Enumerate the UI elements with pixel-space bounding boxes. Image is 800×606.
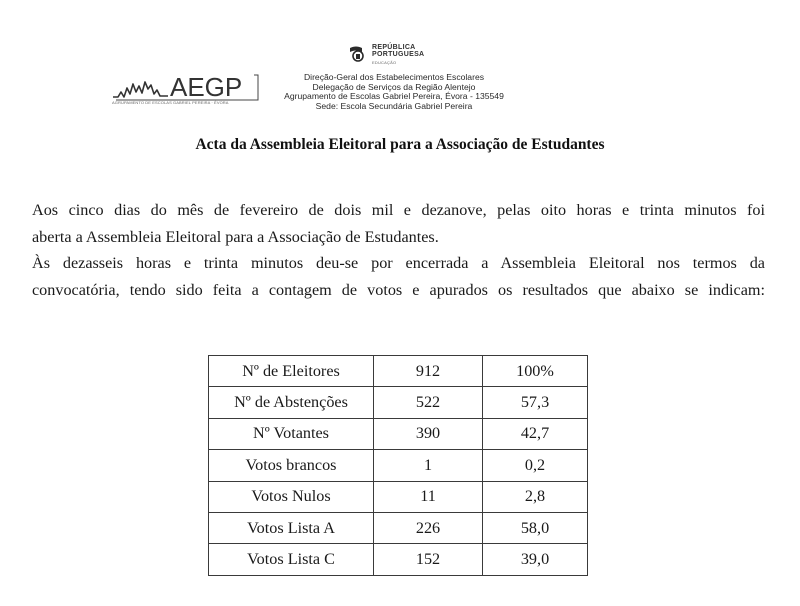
school-logo: [112, 72, 260, 106]
table-row: [209, 450, 588, 481]
gov-line-republica: REPÚBLICA: [372, 44, 416, 51]
table-row: [209, 418, 588, 449]
row-label: Votos Nulos: [209, 481, 374, 512]
institution-line-3: Agrupamento de Escolas Gabriel Pereira, Évora - 135549: [284, 91, 504, 102]
table-row: [209, 512, 588, 543]
row-percent: 57,3: [483, 387, 588, 418]
institution-block: [262, 73, 526, 111]
row-label: Votos brancos: [209, 450, 374, 481]
row-label: Nº de Eleitores: [209, 356, 374, 387]
row-count: 1: [374, 450, 483, 481]
row-count: 390: [374, 418, 483, 449]
portuguese-republic-emblem-icon: [348, 44, 368, 64]
row-percent: 2,8: [483, 481, 588, 512]
row-percent: 100%: [483, 356, 588, 387]
row-percent: 39,0: [483, 544, 588, 575]
institution-line-2: Delegação de Serviços da Região Alentejo: [312, 81, 476, 92]
row-count: 522: [374, 387, 483, 418]
row-count: 912: [374, 356, 483, 387]
table-row: [209, 544, 588, 575]
government-logo: [348, 44, 424, 66]
row-label: Nº de Abstenções: [209, 387, 374, 418]
row-count: 226: [374, 512, 483, 543]
body-line-3: Às dezasseis horas e trinta minutos deu-se por encerrada a Assembleia Eleitoral nos termos da: [32, 254, 765, 272]
row-count: 152: [374, 544, 483, 575]
row-percent: 58,0: [483, 512, 588, 543]
school-logo-letters: AEGP: [170, 72, 243, 102]
school-logo-caption: AGRUPAMENTO DE ESCOLAS GABRIEL PEREIRA · ÉVORA: [112, 100, 229, 105]
row-percent: 0,2: [483, 450, 588, 481]
row-label: Votos Lista A: [209, 512, 374, 543]
body-line-2: aberta a Assembleia Eleitoral para a Associação de Estudantes.: [32, 227, 439, 246]
government-name: [372, 44, 424, 66]
gov-line-educacao: EDUCAÇÃO: [372, 60, 397, 65]
table-row: [209, 481, 588, 512]
table-row: [209, 356, 588, 387]
row-percent: 42,7: [483, 418, 588, 449]
row-label: Votos Lista C: [209, 544, 374, 575]
institution-line-1: Direção-Geral dos Estabelecimentos Escolares: [303, 72, 485, 82]
body-line-4: convocatória, tendo sido feita a contagem de votos e apurados os resultados que abaixo se indicam:: [32, 280, 765, 299]
document-body: [32, 197, 765, 303]
gov-line-portuguesa: PORTUGUESA: [372, 51, 425, 58]
body-line-1: Aos cinco dias do mês de fevereiro de dois mil e dezanove, pelas oito horas e trinta minutos foi: [32, 201, 765, 219]
institution-line-4: Sede: Escola Secundária Gabriel Pereira: [315, 100, 473, 111]
election-results-table: [208, 355, 588, 576]
row-label: Nº Votantes: [209, 418, 374, 449]
table-row: [209, 387, 588, 418]
document-title: Acta da Assembleia Eleitoral para a Associação de Estudantes: [195, 136, 605, 153]
row-count: 11: [374, 481, 483, 512]
